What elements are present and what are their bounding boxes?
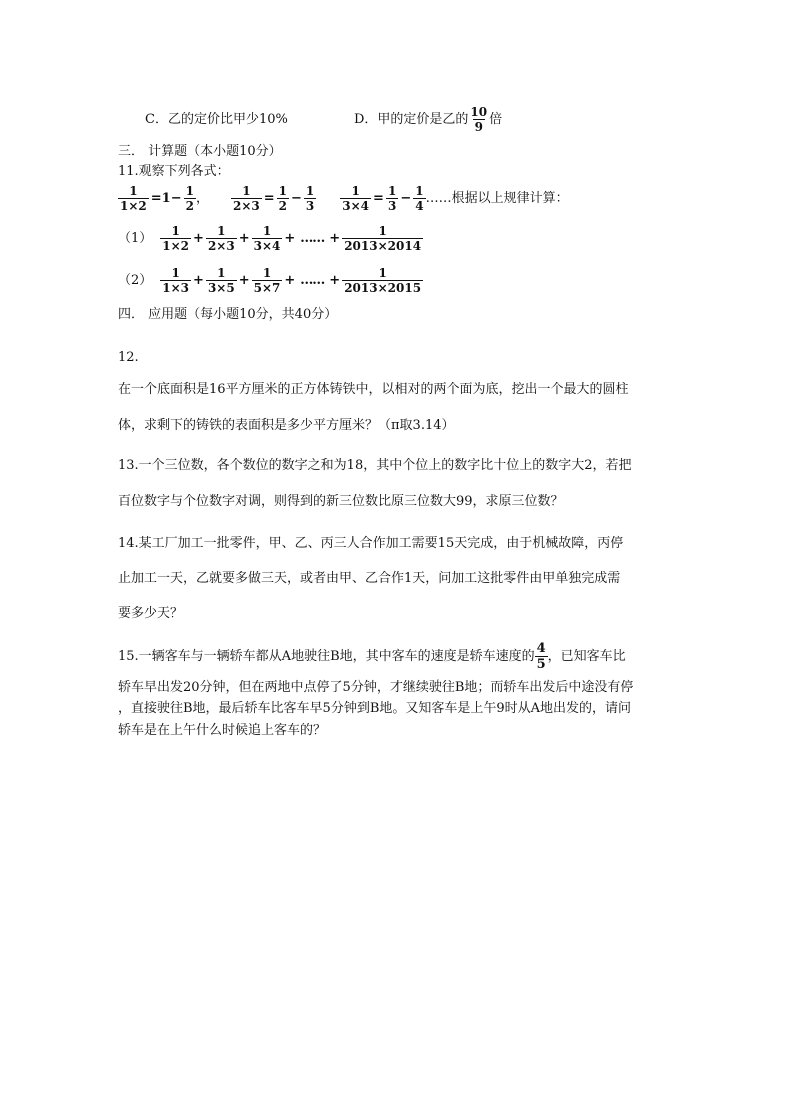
pattern-fraction-3a: $\frac{1}{3}$ [387,184,397,213]
pattern-fraction-2a: $\frac{1}{2}$ [278,184,288,213]
section3-heading: 三． 计算题（本小题10分） [118,144,282,159]
q13-line-1: 13.一个三位数，各个数位的数字之和为18，其中个位上的数字比十位上的数字大2，若把 [118,458,632,473]
part2-term-1: $\frac{1}{1\times 3}$ [162,266,190,295]
q12-line-1: 在一个底面积是16平方厘米的正方体铸铁中，以相对的两个面为底，挖出一个最大的圆柱 [118,382,629,397]
q12-line-2: 体，求剩下的铸铁的表面积是多少平方厘米？（π取3.14） [118,418,455,433]
option-d-fraction: $\frac{10}{9}$ [470,105,488,134]
part2-term-2: $\frac{1}{3\times 5}$ [207,266,235,295]
part1-term-3: $\frac{1}{3\times 4}$ [253,224,281,253]
q14-line-2: 止加工一天，乙就要多做三天，或者由甲、乙合作1天，问加工这批零件由甲单独完成需 [118,571,621,586]
q13-line-2: 百位数字与个位数字对调，则得到的新三位数比原三位数大99，求原三位数？ [118,494,564,509]
pattern-fraction-3b: $\frac{1}{4}$ [415,184,424,213]
q15-speed-fraction: $\frac{4}{5}$ [536,641,546,672]
pattern-half: $\frac{1}{2}$ [185,184,194,213]
part1-term-2: $\frac{1}{2\times 3}$ [207,224,235,253]
q15-line-3: ，直接驶往B地，最后轿车比客车早5分钟到B地。又知客车是上午9时从A地出发的，请问 [118,701,632,716]
pattern-fraction-1: $\frac{1}{1\times 2}$ [120,184,147,213]
q14-line-1: 14.某工厂加工一批零件，甲、乙、丙三人合作加工需要15天完成，由于机械故障，丙停 [118,536,624,551]
pattern-fraction-2b: $\frac{1}{3}$ [305,184,315,213]
pattern-tail: ……根据以上规律计算： [425,191,569,207]
options-line [145,106,502,133]
section4-heading: 四． 应用题（每小题10分，共40分） [118,307,338,322]
q11-part2: （2） $\frac{1}{1\times 3}$ + $\frac{1}{3\times 5}$ + $\frac{1}{5\times 7}$ + …… + $\frac{1}{2013\times 2015}$ [118,266,422,295]
part2-term-last: $\frac{1}{2013\times 2015}$ [344,266,422,295]
pattern-fraction-3: $\frac{1}{3\times 4}$ [342,184,370,213]
q15-line-1: 15.一辆客车与一辆轿车都从A地驶往B地，其中客车的速度是轿车速度的 $\frac{4}{5}$ ，已知客车比 [118,641,626,672]
part1-term-1: $\frac{1}{1\times 2}$ [162,224,190,253]
option-d-prefix: D．甲的定价是乙的 [353,112,469,128]
part1-term-last: $\frac{1}{2013\times 2014}$ [344,224,422,253]
q12-number: 12. [118,350,139,365]
pattern-fraction-2: $\frac{1}{2\times 3}$ [232,184,260,213]
option-d-suffix: 倍 [489,112,503,128]
q11-intro: 11.观察下列各式： [118,164,230,179]
part2-term-3: $\frac{1}{5\times 7}$ [253,266,281,295]
option-c: C．乙的定价比甲少10% [145,112,288,128]
q11-pattern: $\frac{1}{1\times 2}$ =1− $\frac{1}{2}$ ， $\frac{1}{2\times 3}$ = $\frac{1}{2}$ − $\frac{1}{3}$ $\frac{1}{3\times 4}$ = $\frac{1}{3}$ − $\frac{1}{4}$ ……根据以上规律计算： [120,184,569,213]
q15-line-2: 轿车早出发20分钟，但在两地中点停了5分钟，才继续驶往B地；而轿车出发后中途没有停 [118,680,634,695]
q11-part1: （1） $\frac{1}{1\times 2}$ + $\frac{1}{2\times 3}$ + $\frac{1}{3\times 4}$ + …… + $\frac{1}{2013\times 2014}$ [118,224,422,253]
q14-line-3: 要多少天？ [118,606,184,621]
q15-line-4: 轿车是在上午什么时候追上客车的？ [118,723,327,738]
